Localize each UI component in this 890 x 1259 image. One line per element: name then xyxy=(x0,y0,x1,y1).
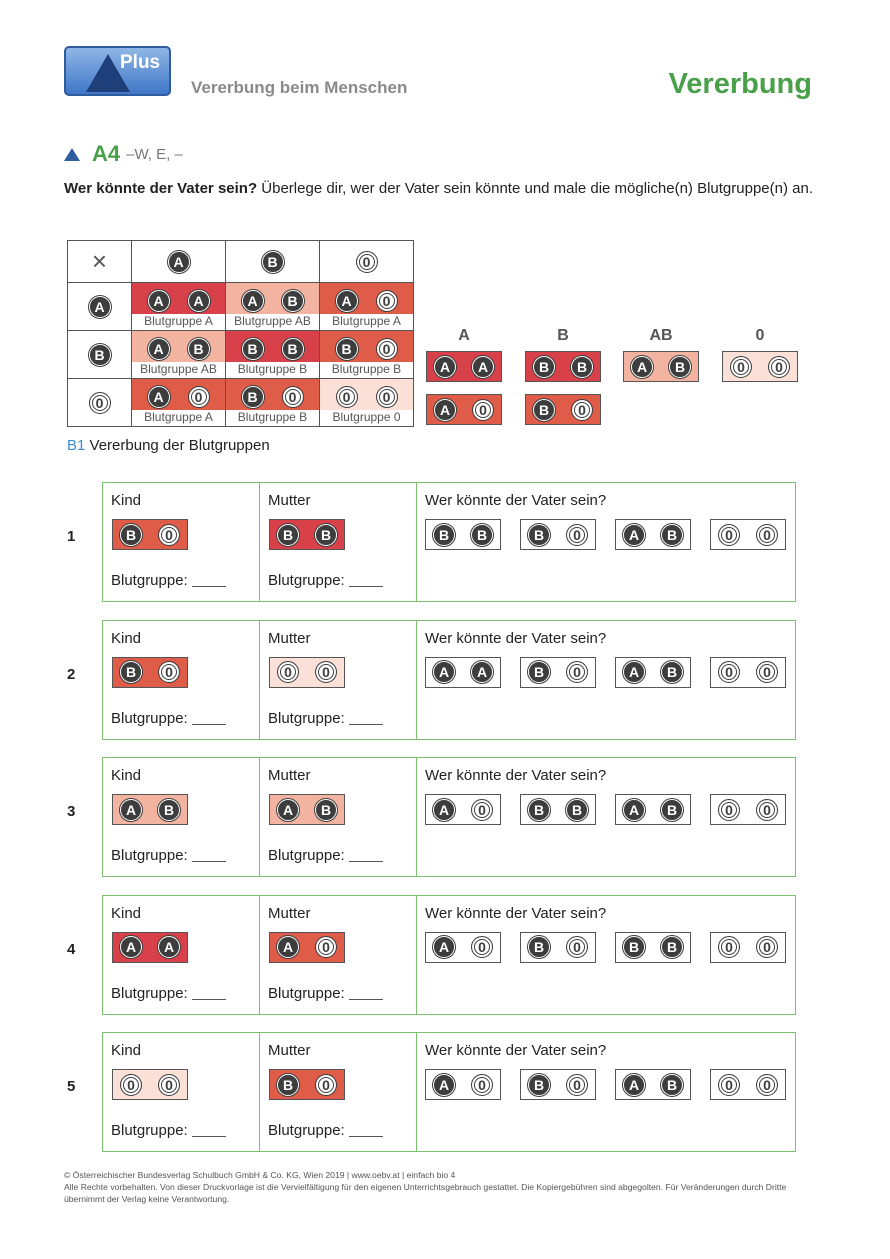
allele-circle: 0 xyxy=(566,936,588,958)
allele-circle: A xyxy=(433,799,455,821)
father-options xyxy=(425,657,786,688)
kind-blutgruppe-line xyxy=(111,847,226,864)
allele-circle: A xyxy=(158,936,180,958)
blood-group-label: Blutgruppe B xyxy=(226,410,319,426)
kind-column xyxy=(103,621,260,739)
father-option[interactable] xyxy=(710,932,786,963)
allele-circle: 0 xyxy=(718,661,740,683)
allele-circle: 0 xyxy=(718,936,740,958)
blutgruppe-answer-blank[interactable] xyxy=(192,724,226,725)
allele-circle: A xyxy=(623,1074,645,1096)
blood-group-label: Blutgruppe 0 xyxy=(320,410,413,426)
allele-pair xyxy=(320,380,413,410)
kind-genotype xyxy=(112,794,188,825)
allele-circle: A xyxy=(148,386,170,408)
caption-prefix: B1 xyxy=(67,437,86,454)
allele-circle: B xyxy=(571,356,593,378)
mutter-column xyxy=(260,621,417,739)
allele-pair xyxy=(226,380,319,410)
legend-label: 0 xyxy=(755,327,765,344)
task-instruction xyxy=(64,176,834,202)
allele-circle: 0 xyxy=(158,661,180,683)
allele-circle: A xyxy=(623,799,645,821)
father-option[interactable] xyxy=(615,794,691,825)
allele-circle: A xyxy=(242,290,264,312)
allele-circle: A xyxy=(148,290,170,312)
allele-circle: 0 xyxy=(730,356,752,378)
punnett-cell xyxy=(320,283,414,331)
allele-pair xyxy=(226,332,319,362)
allele-pair xyxy=(132,380,225,410)
blutgruppe-answer-blank[interactable] xyxy=(349,861,383,862)
allele-circle: B xyxy=(336,338,358,360)
legend-chip xyxy=(426,351,502,382)
task-row xyxy=(102,620,796,740)
task-number: A4 xyxy=(92,141,121,166)
allele-circle: 0 xyxy=(158,524,180,546)
punnett-cell xyxy=(320,331,414,379)
blutgruppe-label: Blutgruppe: xyxy=(268,984,345,1002)
allele-circle: 0 xyxy=(376,338,398,360)
allele-circle: B xyxy=(120,524,142,546)
allele-circle: 0 xyxy=(89,392,111,414)
allele-circle: B xyxy=(533,399,555,421)
blutgruppe-answer-blank[interactable] xyxy=(192,861,226,862)
allele-circle: 0 xyxy=(718,799,740,821)
punnett-cell xyxy=(226,331,320,379)
father-option[interactable] xyxy=(520,1069,596,1100)
kind-column xyxy=(103,483,260,601)
mutter-column xyxy=(260,896,417,1014)
blutgruppe-label: Blutgruppe: xyxy=(111,984,188,1002)
blutgruppe-answer-blank[interactable] xyxy=(192,999,226,1000)
allele-circle: A xyxy=(433,936,455,958)
allele-circle: 0 xyxy=(756,661,778,683)
legend-chip xyxy=(525,394,601,425)
father-option[interactable] xyxy=(615,932,691,963)
allele-circle: B xyxy=(528,1074,550,1096)
blutgruppe-label: Blutgruppe: xyxy=(268,847,345,864)
blood-group-label: Blutgruppe B xyxy=(226,362,319,378)
father-option[interactable] xyxy=(425,519,501,550)
allele-circle: B xyxy=(533,356,555,378)
allele-pair xyxy=(226,284,319,314)
blood-group-label: Blutgruppe AB xyxy=(226,314,319,330)
allele-circle: 0 xyxy=(756,1074,778,1096)
legend-label: AB xyxy=(649,327,673,344)
allele-circle: A xyxy=(168,251,190,273)
task-row xyxy=(102,895,796,1015)
task-heading xyxy=(64,141,183,167)
mutter-label: Mutter xyxy=(268,904,311,922)
page-subtitle: Vererbung beim Menschen xyxy=(191,78,408,97)
kind-genotype xyxy=(112,519,188,550)
allele-circle: B xyxy=(120,661,142,683)
allele-circle: A xyxy=(472,356,494,378)
mutter-genotype xyxy=(269,657,345,688)
legend-chip xyxy=(426,394,502,425)
col-header xyxy=(132,241,226,283)
mutter-blutgruppe-line xyxy=(268,1122,383,1139)
allele-circle: 0 xyxy=(718,1074,740,1096)
mutter-blutgruppe-line xyxy=(268,572,383,589)
father-option[interactable] xyxy=(520,519,596,550)
punnett-cell xyxy=(132,283,226,331)
blutgruppe-answer-blank[interactable] xyxy=(349,1136,383,1137)
father-question: Wer könnte der Vater sein? xyxy=(425,767,607,784)
mutter-genotype xyxy=(269,794,345,825)
allele-circle: 0 xyxy=(571,399,593,421)
allele-circle: A xyxy=(336,290,358,312)
kind-genotype xyxy=(112,657,188,688)
allele-circle: A xyxy=(433,1074,455,1096)
blutgruppe-answer-blank[interactable] xyxy=(349,586,383,587)
allele-circle: B xyxy=(277,524,299,546)
father-options xyxy=(425,1069,786,1100)
allele-circle: A xyxy=(89,296,111,318)
allele-circle: B xyxy=(242,338,264,360)
row-header xyxy=(68,379,132,427)
blood-group-label: Blutgruppe A xyxy=(320,314,413,330)
father-option[interactable] xyxy=(710,657,786,688)
grid-corner xyxy=(68,241,132,283)
allele-circle: 0 xyxy=(120,1074,142,1096)
kind-column xyxy=(103,758,260,876)
allele-circle: A xyxy=(434,399,456,421)
father-option[interactable] xyxy=(615,657,691,688)
kind-label: Kind xyxy=(111,492,142,509)
blutgruppe-label: Blutgruppe: xyxy=(268,1122,345,1139)
allele-circle: B xyxy=(188,338,210,360)
allele-circle: B xyxy=(528,661,550,683)
allele-circle: B xyxy=(661,936,683,958)
allele-circle: 0 xyxy=(471,1074,493,1096)
legend-chip xyxy=(623,351,699,382)
allele-circle: B xyxy=(528,936,550,958)
allele-circle: 0 xyxy=(566,1074,588,1096)
father-question: Wer könnte der Vater sein? xyxy=(425,1042,607,1059)
plus-logo xyxy=(64,46,171,96)
allele-circle: B xyxy=(661,524,683,546)
mutter-label: Mutter xyxy=(268,629,311,647)
allele-circle: B xyxy=(315,799,337,821)
allele-circle: 0 xyxy=(282,386,304,408)
kind-genotype xyxy=(112,1069,188,1100)
kind-label: Kind xyxy=(111,904,142,922)
allele-circle: 0 xyxy=(472,399,494,421)
mutter-blutgruppe-line xyxy=(268,847,383,864)
blutgruppe-label: Blutgruppe: xyxy=(111,1122,188,1139)
blutgruppe-label: Blutgruppe: xyxy=(111,572,188,589)
allele-circle: A xyxy=(188,290,210,312)
mutter-genotype xyxy=(269,932,345,963)
father-option[interactable] xyxy=(425,1069,501,1100)
allele-circle: A xyxy=(434,356,456,378)
father-question: Wer könnte der Vater sein? xyxy=(425,904,607,922)
blutgruppe-label: Blutgruppe: xyxy=(111,847,188,864)
father-options-column xyxy=(417,1033,795,1151)
allele-circle: A xyxy=(631,356,653,378)
row-header xyxy=(68,331,132,379)
cross-icon: × xyxy=(91,246,108,276)
allele-pair xyxy=(320,284,413,314)
kind-blutgruppe-line xyxy=(111,710,226,727)
mutter-column xyxy=(260,1033,417,1151)
mutter-label: Mutter xyxy=(268,1042,311,1059)
instruction-question: Wer könnte der Vater sein? xyxy=(64,180,258,197)
task-row-number: 3 xyxy=(67,803,76,820)
allele-circle: 0 xyxy=(756,524,778,546)
col-header xyxy=(320,241,414,283)
allele-circle: B xyxy=(262,251,284,273)
allele-circle: B xyxy=(315,524,337,546)
allele-circle: 0 xyxy=(277,661,299,683)
allele-circle: B xyxy=(242,386,264,408)
kind-genotype xyxy=(112,932,188,963)
blood-group-label: Blutgruppe AB xyxy=(132,362,225,378)
father-options xyxy=(425,519,786,550)
father-question: Wer könnte der Vater sein? xyxy=(425,492,607,509)
allele-circle: 0 xyxy=(158,1074,180,1096)
father-option[interactable] xyxy=(710,794,786,825)
father-options-column xyxy=(417,621,795,739)
allele-circle: 0 xyxy=(336,386,358,408)
figure-caption xyxy=(67,437,270,454)
footer xyxy=(64,1169,804,1205)
allele-circle: 0 xyxy=(566,661,588,683)
allele-circle: A xyxy=(120,799,142,821)
father-options-column xyxy=(417,896,795,1014)
father-options xyxy=(425,932,786,963)
allele-circle: B xyxy=(158,799,180,821)
father-option[interactable] xyxy=(615,519,691,550)
father-options-column xyxy=(417,758,795,876)
father-option[interactable] xyxy=(710,1069,786,1100)
blutgruppe-answer-blank[interactable] xyxy=(349,999,383,1000)
row-header xyxy=(68,283,132,331)
allele-circle: 0 xyxy=(718,524,740,546)
allele-circle: B xyxy=(471,524,493,546)
task-tags: –W, E, – xyxy=(126,145,183,163)
allele-circle: B xyxy=(623,936,645,958)
legend-label: B xyxy=(557,327,569,344)
mutter-label: Mutter xyxy=(268,767,311,784)
task-row xyxy=(102,1032,796,1152)
footer-copyright: © Österreichischer Bundesverlag Schulbuch GmbH & Co. KG, Wien 2019 | www.oebv.at | einfach bio 4 xyxy=(64,1170,456,1180)
allele-pair xyxy=(320,332,413,362)
task-row xyxy=(102,482,796,602)
legend-chip xyxy=(722,351,798,382)
blutgruppe-label: Blutgruppe: xyxy=(111,709,188,727)
blutgruppe-label: Blutgruppe: xyxy=(268,709,345,727)
allele-circle: 0 xyxy=(471,799,493,821)
task-row-number: 2 xyxy=(67,665,76,683)
kind-label: Kind xyxy=(111,1042,142,1059)
father-option[interactable] xyxy=(615,1069,691,1100)
mutter-label: Mutter xyxy=(268,492,311,509)
allele-circle: 0 xyxy=(315,936,337,958)
blutgruppe-answer-blank[interactable] xyxy=(349,724,383,725)
allele-circle: B xyxy=(669,356,691,378)
allele-circle: 0 xyxy=(756,799,778,821)
punnett-cell xyxy=(132,331,226,379)
allele-circle: A xyxy=(277,936,299,958)
kind-label: Kind xyxy=(111,767,142,784)
allele-circle: A xyxy=(623,661,645,683)
kind-blutgruppe-line xyxy=(111,572,226,589)
task-row-number: 5 xyxy=(67,1078,76,1095)
legend-chip xyxy=(525,351,601,382)
allele-pair xyxy=(132,284,225,314)
kind-column xyxy=(103,1033,260,1151)
kind-blutgruppe-line xyxy=(111,1122,226,1139)
allele-circle: 0 xyxy=(566,524,588,546)
allele-circle: 0 xyxy=(315,661,337,683)
father-option[interactable] xyxy=(425,932,501,963)
kind-label: Kind xyxy=(111,629,142,647)
allele-circle: B xyxy=(661,661,683,683)
father-option[interactable] xyxy=(710,519,786,550)
mutter-genotype xyxy=(269,1069,345,1100)
allele-circle: 0 xyxy=(471,936,493,958)
punnett-grid xyxy=(67,240,414,427)
legend-label: A xyxy=(458,327,470,344)
instruction-text: Überlege dir, wer der Vater sein könnte und male die mögliche(n) Blutgruppe(n) an. xyxy=(257,180,813,197)
father-option[interactable] xyxy=(425,657,501,688)
mutter-blutgruppe-line xyxy=(268,710,383,727)
mutter-column xyxy=(260,483,417,601)
father-option[interactable] xyxy=(425,794,501,825)
task-row-number: 1 xyxy=(67,528,76,545)
father-option[interactable] xyxy=(520,657,596,688)
father-options xyxy=(425,794,786,825)
allele-circle: B xyxy=(661,1074,683,1096)
allele-circle: A xyxy=(433,661,455,683)
allele-circle: B xyxy=(528,524,550,546)
footer-rights: Alle Rechte vorbehalten. Von dieser Druckvorlage ist die Vervielfältigung für den eigenen Unterrichtsgebrauch gestattet. Die Kopiergebühren sind abgegolten. Für Veränderungen durch Dritte übernimmt der Verlag keine Verantwortung. xyxy=(64,1182,787,1204)
caption-text: Vererbung der Blutgruppen xyxy=(85,437,270,454)
punnett-cell xyxy=(132,379,226,427)
allele-circle: B xyxy=(282,290,304,312)
allele-pair xyxy=(132,332,225,362)
kind-blutgruppe-line xyxy=(111,985,226,1002)
kind-column xyxy=(103,896,260,1014)
blood-group-label: Blutgruppe A xyxy=(132,314,225,330)
col-header xyxy=(226,241,320,283)
triangle-icon xyxy=(64,148,80,161)
punnett-cell xyxy=(320,379,414,427)
allele-circle: 0 xyxy=(356,251,378,273)
allele-circle: A xyxy=(148,338,170,360)
allele-circle: 0 xyxy=(376,386,398,408)
blood-group-label: Blutgruppe B xyxy=(320,362,413,378)
logo-text: Plus xyxy=(120,52,161,73)
punnett-cell xyxy=(226,379,320,427)
allele-circle: A xyxy=(277,799,299,821)
blutgruppe-answer-blank[interactable] xyxy=(192,586,226,587)
father-option[interactable] xyxy=(520,794,596,825)
page-title: Vererbung xyxy=(668,68,812,100)
blood-group-label: Blutgruppe A xyxy=(132,410,225,426)
allele-circle: A xyxy=(120,936,142,958)
father-options-column xyxy=(417,483,795,601)
allele-circle: B xyxy=(528,799,550,821)
allele-circle: B xyxy=(661,799,683,821)
allele-circle: 0 xyxy=(188,386,210,408)
allele-circle: 0 xyxy=(756,936,778,958)
allele-circle: A xyxy=(471,661,493,683)
allele-circle: 0 xyxy=(315,1074,337,1096)
allele-circle: B xyxy=(566,799,588,821)
allele-circle: B xyxy=(433,524,455,546)
allele-circle: A xyxy=(623,524,645,546)
allele-circle: B xyxy=(277,1074,299,1096)
allele-circle: 0 xyxy=(376,290,398,312)
punnett-cell xyxy=(226,283,320,331)
mutter-column xyxy=(260,758,417,876)
blutgruppe-label: Blutgruppe: xyxy=(268,572,345,589)
allele-circle: B xyxy=(89,344,111,366)
father-question: Wer könnte der Vater sein? xyxy=(425,629,607,647)
allele-circle: 0 xyxy=(768,356,790,378)
father-option[interactable] xyxy=(520,932,596,963)
mutter-genotype xyxy=(269,519,345,550)
task-row xyxy=(102,757,796,877)
task-row-number: 4 xyxy=(67,940,76,958)
mutter-blutgruppe-line xyxy=(268,985,383,1002)
allele-circle: B xyxy=(282,338,304,360)
blutgruppe-answer-blank[interactable] xyxy=(192,1136,226,1137)
